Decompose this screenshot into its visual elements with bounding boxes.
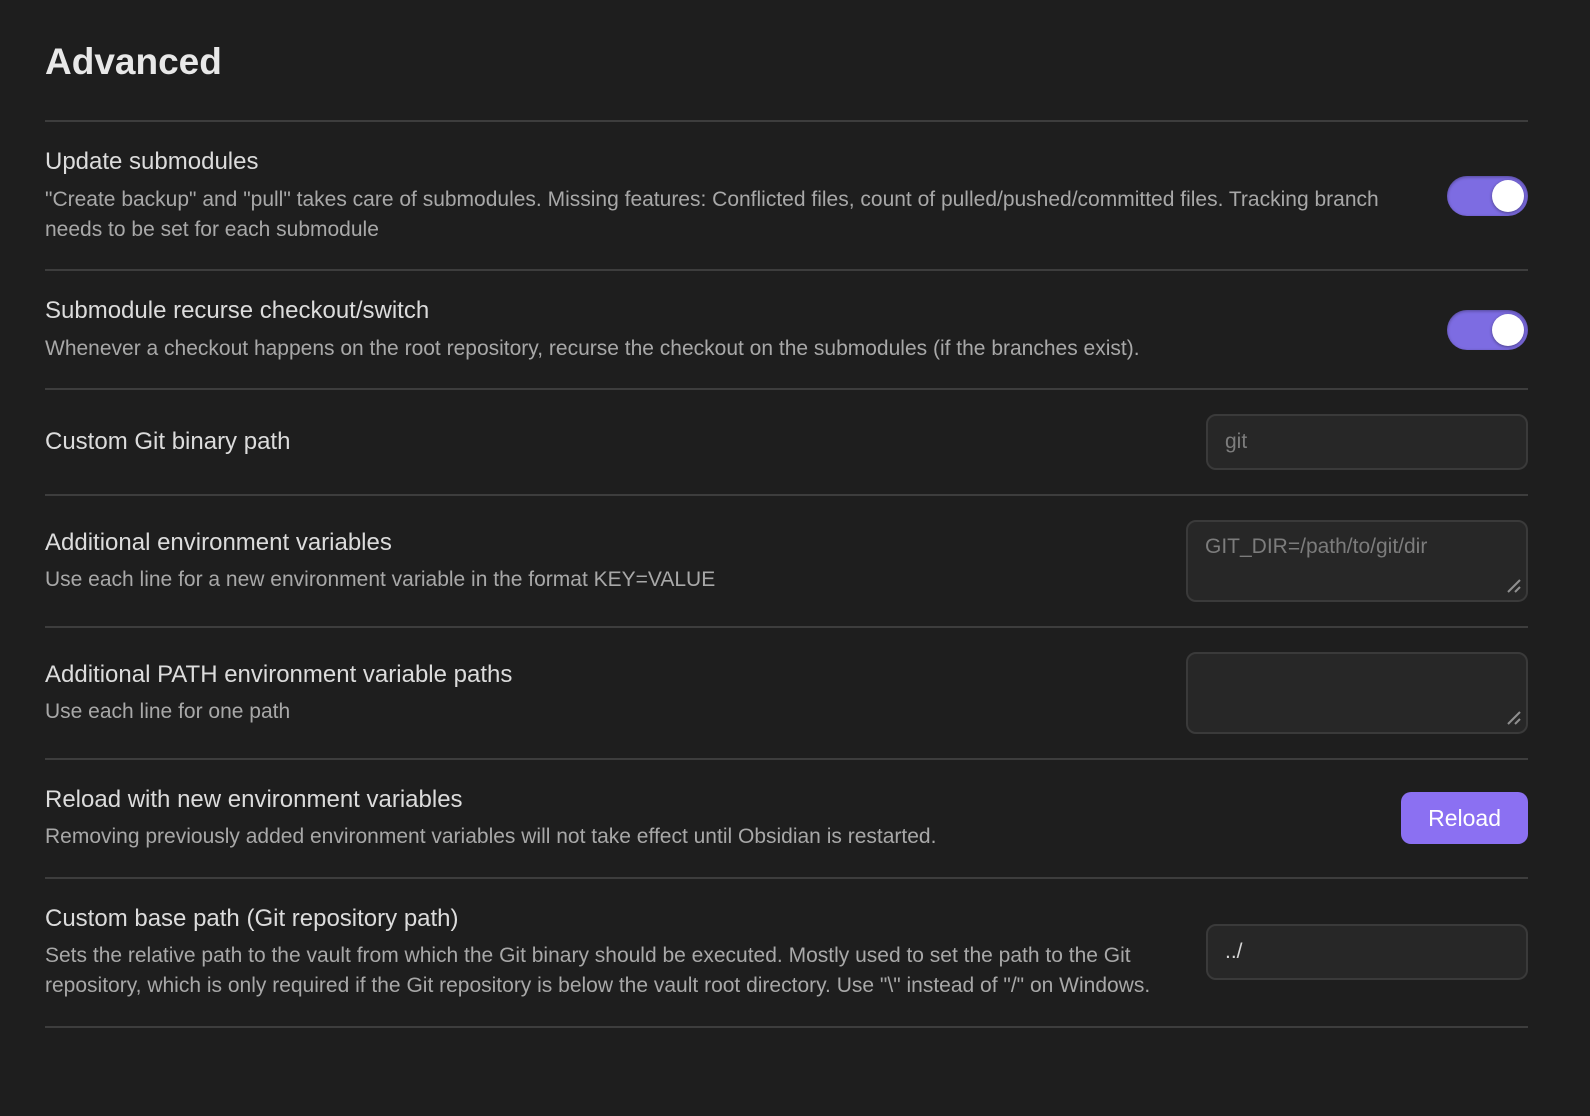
setting-info [45,784,1371,853]
setting-info [45,146,1417,245]
settings-list [45,120,1528,1027]
setting-info [45,295,1417,364]
submodule-recurse-toggle[interactable] [1447,310,1528,350]
reload-button[interactable]: Reload [1401,792,1528,844]
setting-control [1206,414,1528,470]
setting-update-submodules [45,120,1528,269]
setting-description: "Create backup" and "pull" takes care of submodules. Missing features: Conflicted files, count of pulled/pushed/committed files. Tracking branch needs to be set for each submodule [45,187,1379,242]
setting-description: Removing previously added environment variables will not take effect until Obsidian is restarted. [45,825,937,849]
setting-control [1447,310,1528,350]
setting-description: Use each line for a new environment variable in the format KEY=VALUE [45,567,716,591]
setting-control [1186,520,1528,602]
toggle-knob [1492,314,1524,346]
setting-description: Whenever a checkout happens on the root repository, recurse the checkout on the submodules (if the branches exist). [45,336,1140,360]
setting-description: Use each line for one path [45,699,291,723]
update-submodules-toggle[interactable] [1447,176,1528,216]
setting-info [45,903,1176,1002]
setting-control [1447,176,1528,216]
setting-name: Additional environment variables [45,528,392,556]
path-variables-textarea[interactable] [1186,652,1528,734]
setting-custom-base-path [45,877,1528,1026]
setting-env-variables [45,494,1528,626]
env-variables-textarea[interactable] [1186,520,1528,602]
page-title: Advanced [45,41,222,82]
setting-info [45,527,1156,596]
setting-name: Submodule recurse checkout/switch [45,297,430,325]
custom-base-path-input[interactable] [1206,924,1528,980]
setting-git-binary-path [45,388,1528,494]
setting-control [1206,924,1528,980]
setting-path-variables [45,626,1528,758]
toggle-knob [1492,180,1524,212]
setting-name: Custom Git binary path [45,428,291,456]
setting-info [45,426,1176,457]
setting-name: Update submodules [45,148,259,176]
textarea-wrap [1186,652,1528,734]
git-binary-path-input[interactable] [1206,414,1528,470]
setting-reload-env [45,758,1528,877]
setting-name: Custom base path (Git repository path) [45,904,459,932]
setting-name: Reload with new environment variables [45,786,463,814]
setting-control [1401,792,1528,844]
setting-name: Additional PATH environment variable paths [45,660,513,688]
setting-info [45,659,1156,728]
textarea-wrap [1186,520,1528,602]
setting-submodule-recurse [45,269,1528,388]
setting-control [1186,652,1528,734]
setting-description: Sets the relative path to the vault from which the Git binary should be executed. Mostly used to set the path to the Git repository, which is only required if the Git repository is below the vault root directory. Use "\" instead of "/" on Windows. [45,943,1151,998]
